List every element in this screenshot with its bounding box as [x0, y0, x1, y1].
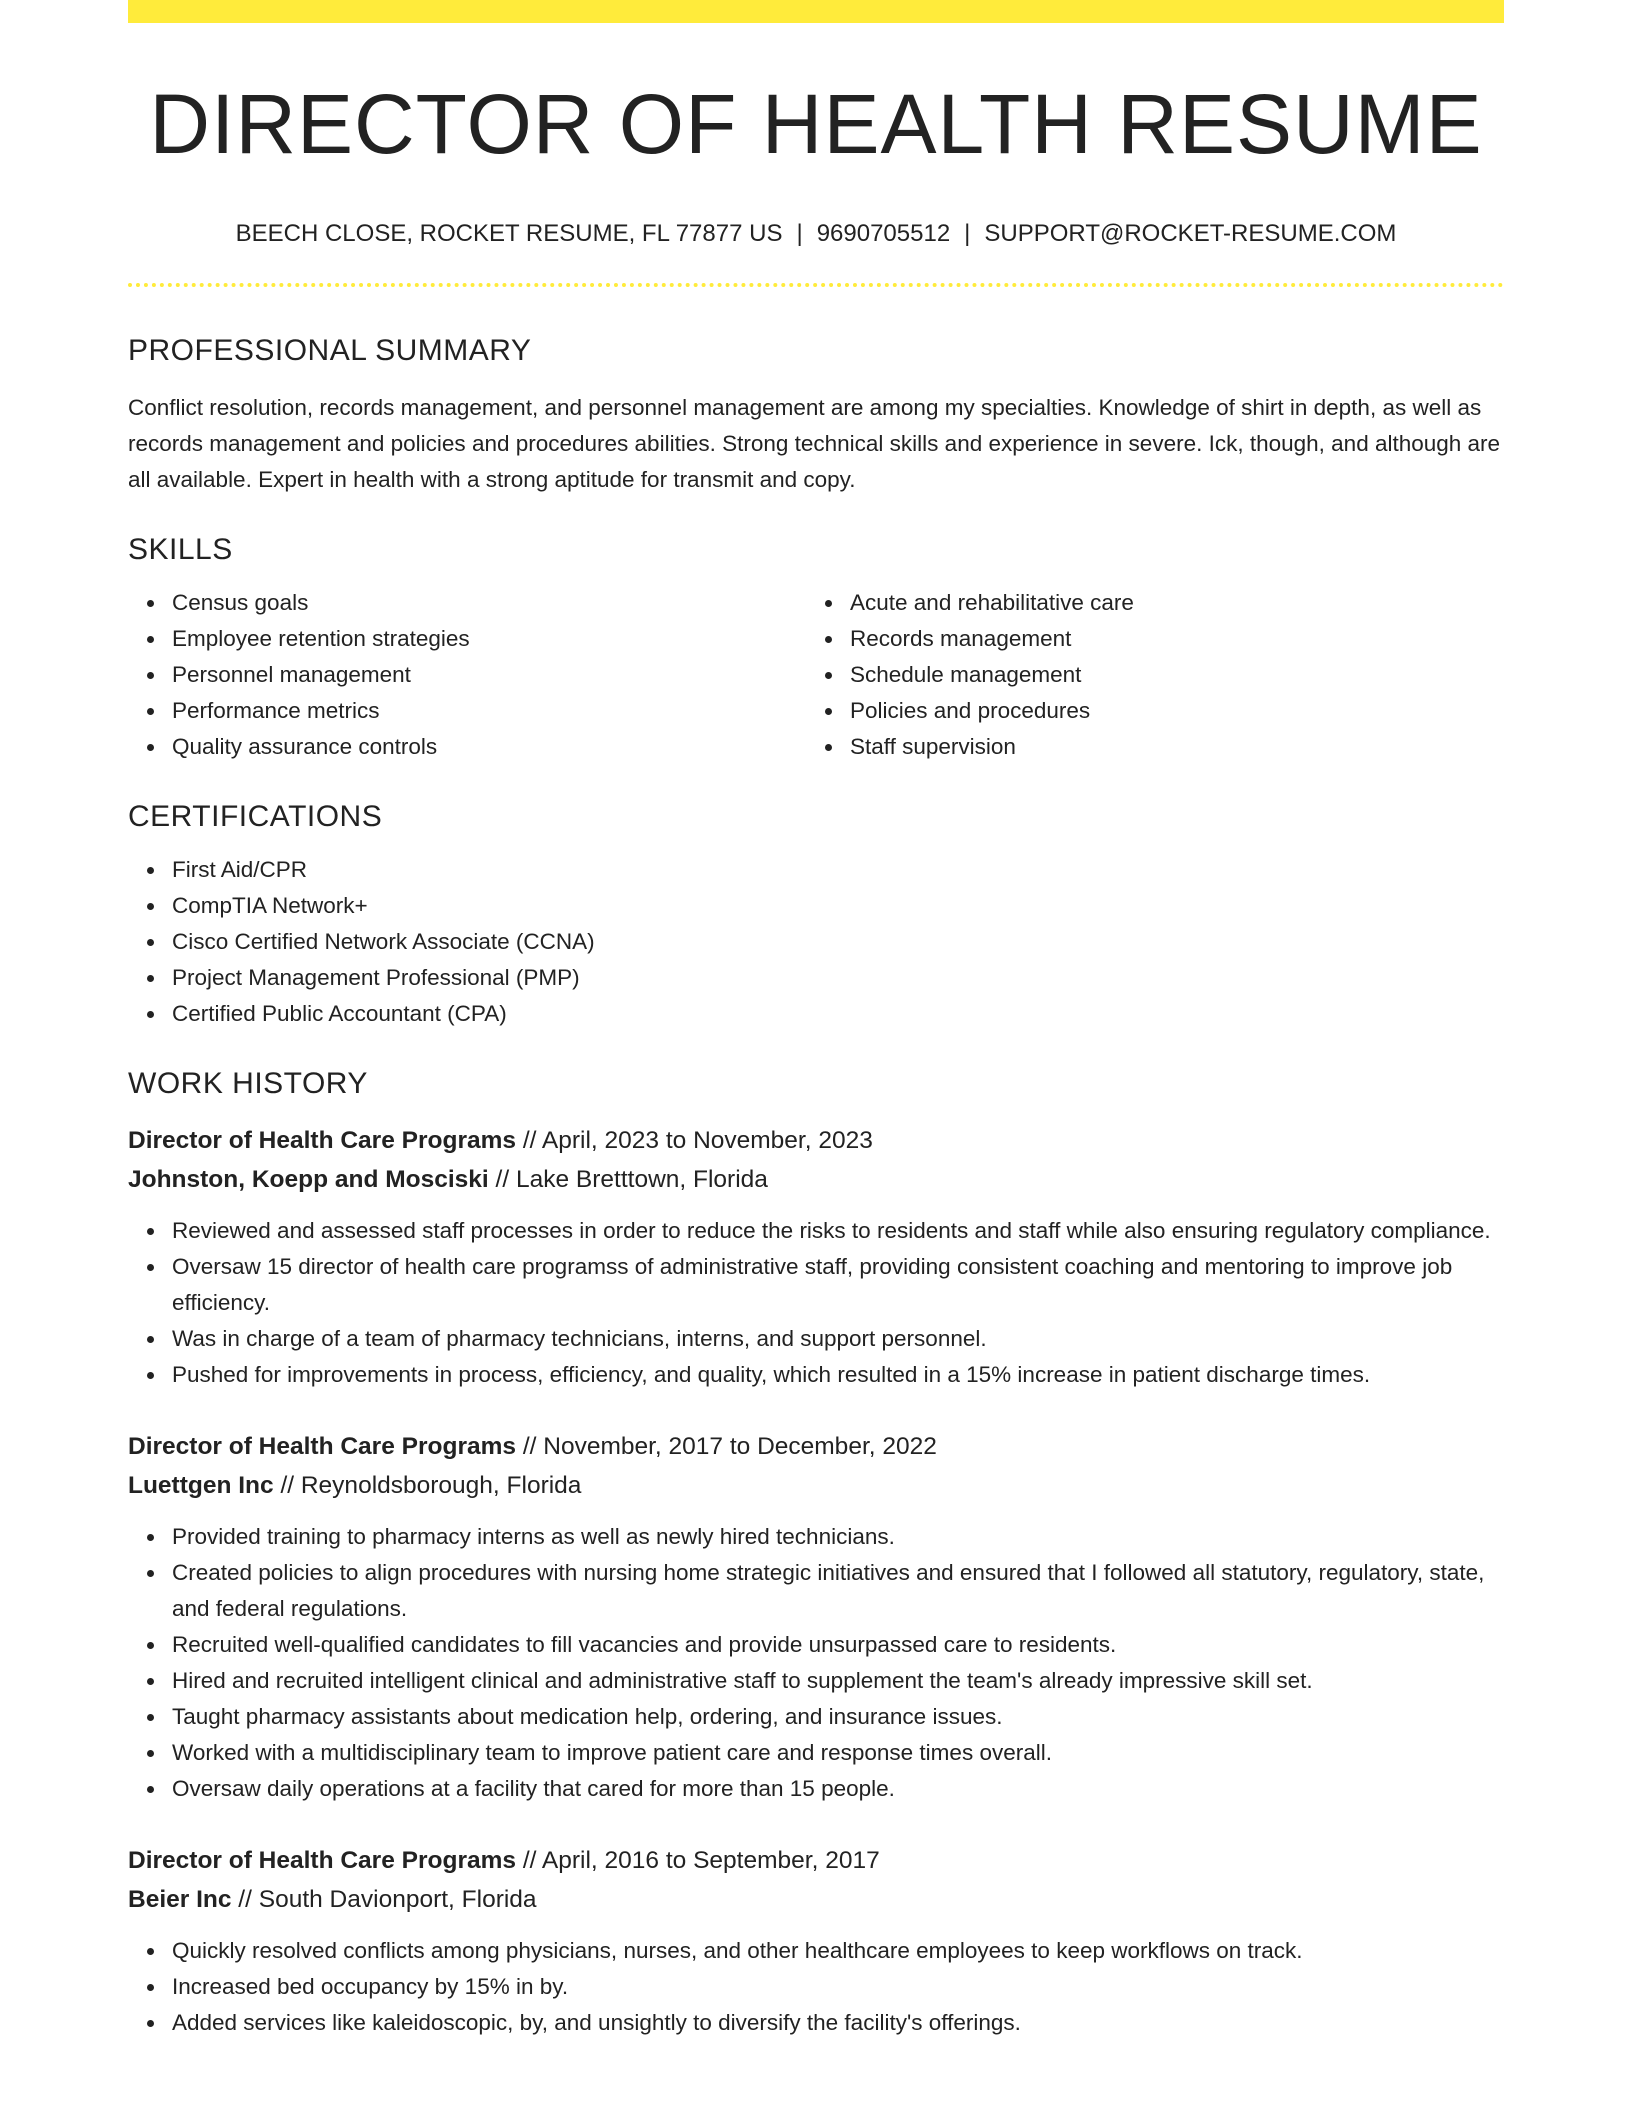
job-company: Johnston, Koepp and Mosciski [128, 1166, 489, 1193]
job-location: // Reynoldsborough, Florida [273, 1472, 582, 1499]
skill-item: Employee retention strategies [172, 621, 806, 657]
job-bullet: Created policies to align procedures with nursing home strategic initiatives and ensured that I followed all statutory, regulatory, state, and federal regulations. [172, 1555, 1504, 1627]
job-title: Director of Health Care Programs [128, 1127, 517, 1154]
skill-item: Staff supervision [850, 729, 1484, 765]
job-bullets [128, 1933, 1504, 2041]
skill-item: Performance metrics [172, 693, 806, 729]
job-title-line [128, 1427, 1504, 1466]
job-location: // Lake Bretttown, Florida [488, 1166, 768, 1193]
job-bullet: Reviewed and assessed staff processes in order to reduce the risks to residents and staff while also ensuring regulatory compliance. [172, 1213, 1504, 1249]
contact-phone: 9690705512 [816, 220, 951, 247]
job-company-line [128, 1466, 1504, 1505]
resume-page [128, 0, 1504, 2041]
job-dates: // April, 2023 to November, 2023 [516, 1127, 873, 1154]
job-bullet: Taught pharmacy assistants about medication help, ordering, and insurance issues. [172, 1699, 1504, 1735]
job-bullet: Oversaw 15 director of health care programss of administrative staff, providing consistent coaching and mentoring to improve job efficiency. [172, 1249, 1504, 1321]
skills-list-left [128, 585, 806, 765]
job-bullet: Added services like kaleidoscopic, by, and unsightly to diversify the facility's offerings. [172, 2005, 1504, 2041]
job-company-line [128, 1880, 1504, 1919]
work-history-heading: WORK HISTORY [128, 1067, 368, 1100]
skill-item: Acute and rehabilitative care [850, 585, 1484, 621]
contact-separator: | [964, 220, 971, 247]
job-bullet: Pushed for improvements in process, efficiency, and quality, which resulted in a 15% increase in patient discharge times. [172, 1357, 1504, 1393]
job-title: Director of Health Care Programs [128, 1847, 517, 1874]
certifications-list [128, 852, 1504, 1032]
certification-item: Cisco Certified Network Associate (CCNA) [172, 924, 1504, 960]
certifications-heading: CERTIFICATIONS [128, 800, 383, 833]
job-title-line [128, 1841, 1504, 1880]
job-bullet: Recruited well-qualified candidates to fill vacancies and provide unsurpassed care to residents. [172, 1627, 1504, 1663]
job-bullet: Quickly resolved conflicts among physicians, nurses, and other healthcare employees to keep workflows on track. [172, 1933, 1504, 1969]
certification-item: CompTIA Network+ [172, 888, 1504, 924]
certification-item: Project Management Professional (PMP) [172, 960, 1504, 996]
skill-item: Policies and procedures [850, 693, 1484, 729]
job-bullets [128, 1519, 1504, 1807]
skill-item: Records management [850, 621, 1484, 657]
job-bullet: Was in charge of a team of pharmacy technicians, interns, and support personnel. [172, 1321, 1504, 1357]
skills-grid [128, 585, 1504, 765]
job-company: Luettgen Inc [128, 1472, 274, 1499]
job-bullet: Hired and recruited intelligent clinical and administrative staff to supplement the team's already impressive skill set. [172, 1663, 1504, 1699]
job-bullets [128, 1213, 1504, 1393]
contact-line [128, 222, 1504, 246]
contact-address: BEECH CLOSE, ROCKET RESUME, FL 77877 US [235, 220, 783, 247]
job-location: // South Davionport, Florida [231, 1886, 537, 1913]
accent-bar [128, 0, 1504, 23]
dotted-divider [128, 283, 1504, 287]
job-bullet: Provided training to pharmacy interns as well as newly hired technicians. [172, 1519, 1504, 1555]
skill-item: Census goals [172, 585, 806, 621]
job-dates: // November, 2017 to December, 2022 [516, 1433, 937, 1460]
page-title: DIRECTOR OF HEALTH RESUME [149, 77, 1483, 171]
job-entry [128, 1121, 1504, 1393]
job-bullet: Increased bed occupancy by 15% in by. [172, 1969, 1504, 2005]
job-dates: // April, 2016 to September, 2017 [516, 1847, 880, 1874]
job-bullet: Oversaw daily operations at a facility that cared for more than 15 people. [172, 1771, 1504, 1807]
summary-heading: PROFESSIONAL SUMMARY [128, 334, 532, 367]
job-company: Beier Inc [128, 1886, 232, 1913]
job-entry [128, 1841, 1504, 2041]
job-entry [128, 1427, 1504, 1807]
job-title-line [128, 1121, 1504, 1160]
skills-column-right [806, 585, 1484, 765]
job-company-line [128, 1160, 1504, 1199]
skills-heading: SKILLS [128, 533, 233, 566]
job-title: Director of Health Care Programs [128, 1433, 517, 1460]
skill-item: Quality assurance controls [172, 729, 806, 765]
skill-item: Schedule management [850, 657, 1484, 693]
contact-separator: | [796, 220, 803, 247]
contact-email: SUPPORT@ROCKET-RESUME.COM [984, 220, 1397, 247]
skills-column-left [128, 585, 806, 765]
skills-list-right [806, 585, 1484, 765]
certification-item: First Aid/CPR [172, 852, 1504, 888]
summary-text: Conflict resolution, records management, and personnel management are among my specialties. Knowledge of shirt in depth, as well as records management and policies and procedures abilities. Strong technical skills and experience in severe. Ick, though, and although are all available. Expert in health with a strong aptitude for transmit and copy. [128, 395, 1501, 492]
certification-item: Certified Public Accountant (CPA) [172, 996, 1504, 1032]
job-bullet: Worked with a multidisciplinary team to improve patient care and response times overall. [172, 1735, 1504, 1771]
skill-item: Personnel management [172, 657, 806, 693]
